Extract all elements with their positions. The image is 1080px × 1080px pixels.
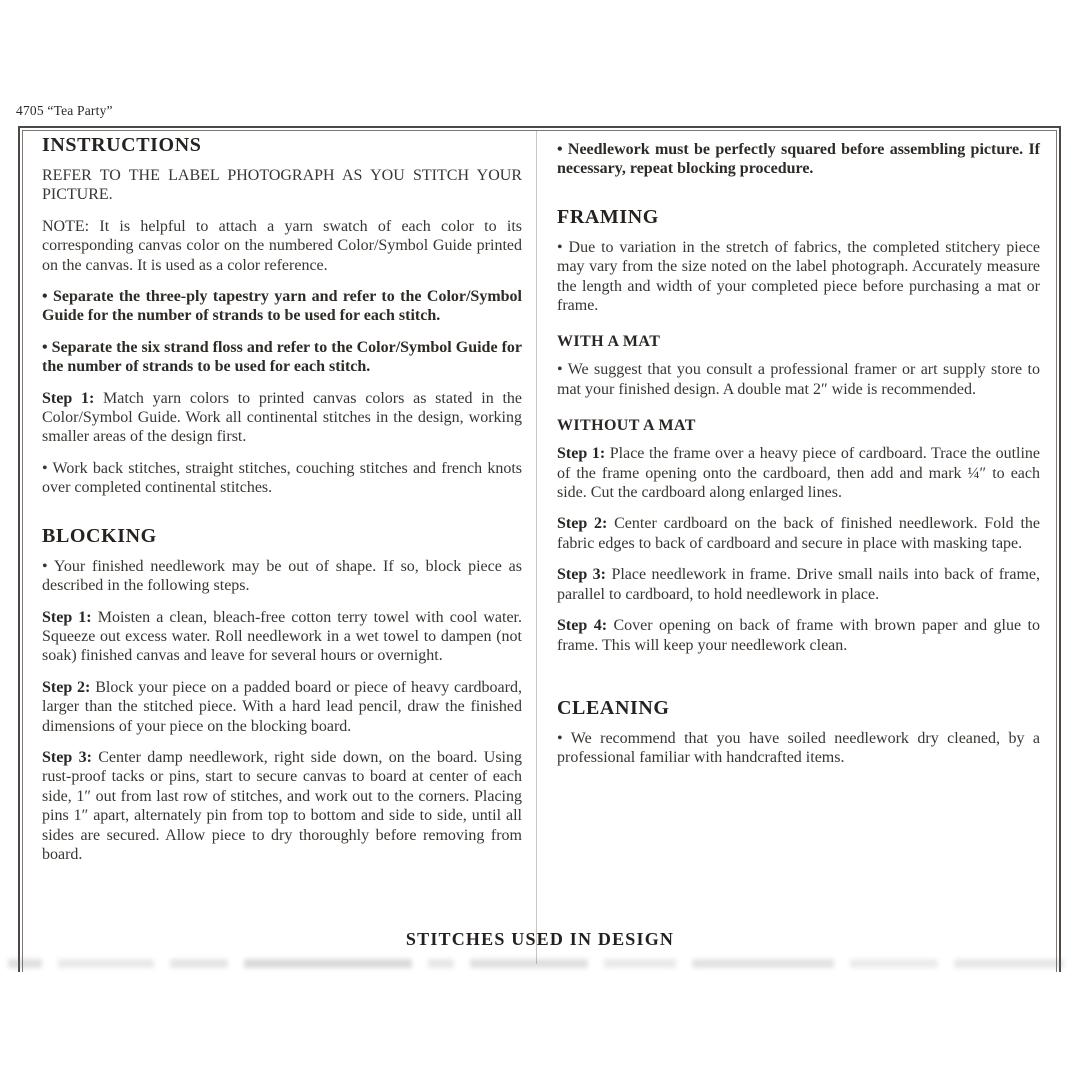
- bullet-paragraph: • Separate the six strand floss and refer to the Color/Symbol Guide for the number of strands to be used for each stitch.: [42, 338, 522, 376]
- bullet-paragraph: • Your finished needlework may be out of shape. If so, block piece as described in the following steps.: [42, 557, 522, 595]
- refer-statement: REFER TO THE LABEL PHOTOGRAPH AS YOU STITCH YOUR PICTURE.: [42, 167, 522, 204]
- step-label: Step 4:: [557, 617, 608, 635]
- kit-number-title: 4705 “Tea Party”: [16, 103, 113, 118]
- right-column: [557, 140, 1040, 780]
- bullet-paragraph: • Needlework must be perfectly squared before assembling picture. If necessary, repeat blocking procedure.: [557, 141, 1040, 178]
- footer-heading: STITCHES USED IN DESIGN: [405, 929, 675, 949]
- section-heading-cleaning: CLEANING: [557, 696, 670, 719]
- scan-smudge: [170, 959, 228, 968]
- step-paragraph: [557, 444, 1040, 502]
- scan-smudge: [58, 959, 154, 968]
- bullet-paragraph: • Due to variation in the stretch of fabrics, the completed stitchery piece may vary from the size noted on the label photograph. Accurately measure the length and width of your completed piece before purchasing a mat or frame.: [557, 238, 1040, 315]
- step-label: Step 3:: [557, 566, 607, 584]
- step-text: Match yarn colors to printed canvas colors as stated in the Color/Symbol Guide. Work all continental stitches in the design, working smaller areas of the design first.: [42, 389, 522, 446]
- step-paragraph: [42, 678, 522, 736]
- step-paragraph: [42, 748, 522, 864]
- step-paragraph: [42, 389, 522, 447]
- scan-smudge: [954, 959, 1064, 968]
- column-divider: [536, 131, 537, 964]
- scan-smudge: [428, 959, 454, 968]
- section-heading-instructions: INSTRUCTIONS: [42, 134, 202, 156]
- step-label: Step 2:: [557, 515, 608, 533]
- scan-smudge: [692, 959, 834, 968]
- step-text: Place the frame over a heavy piece of cardboard. Trace the outline of the frame opening onto the cardboard, then add and mark ¼″ to each side. Cut the cardboard along enlarged lines.: [557, 445, 1041, 502]
- bullet-paragraph: • Work back stitches, straight stitches, couching stitches and french knots over completed continental stitches.: [42, 459, 522, 497]
- bullet-paragraph: • We suggest that you consult a professional framer or art supply store to mat your finished design. A double mat 2″ wide is recommended.: [557, 361, 1040, 398]
- step-label: Step 1:: [557, 445, 606, 463]
- step-text: Center cardboard on the back of finished needlework. Fold the fabric edges to back of cardboard and secure in place with masking tape.: [557, 515, 1040, 552]
- note-paragraph: NOTE: It is helpful to attach a yarn swatch of each color to its corresponding canvas color on the numbered Color/Symbol Guide printed on the canvas. It is used as a color reference.: [42, 217, 522, 274]
- step-paragraph: [557, 565, 1040, 604]
- scan-smudge: [470, 959, 588, 968]
- step-label: Step 1:: [42, 389, 95, 407]
- step-label: Step 2:: [42, 678, 91, 696]
- step-text: Cover opening on back of frame with brown paper and glue to frame. This will keep your needlework clean.: [557, 617, 1041, 654]
- step-text: Block your piece on a padded board or piece of heavy cardboard, larger than the stitched piece. With a hard lead pencil, draw the finished dimensions of your piece on the blocking board.: [42, 678, 522, 735]
- left-column: [42, 134, 522, 876]
- scan-artifact-strip: [8, 954, 1058, 972]
- step-text: Center damp needlework, right side down, on the board. Using rust-proof tacks or pins, start to secure canvas to board at center of each side, 1″ out from last row of stitches, and work out to the corners. Placing pins 1″ apart, alternately pin from top to bottom and side to side, until all sides are secured. Allow piece to dry thoroughly before removing from board.: [42, 748, 522, 863]
- scan-smudge: [604, 959, 676, 968]
- scan-smudge: [244, 959, 412, 968]
- section-heading-framing: FRAMING: [557, 205, 659, 228]
- scan-smudge: [8, 959, 42, 968]
- step-label: Step 3:: [42, 748, 92, 766]
- bullet-paragraph: • We recommend that you have soiled needlework dry cleaned, by a professional familiar with handcrafted items.: [557, 729, 1040, 767]
- step-label: Step 1:: [42, 608, 92, 626]
- step-paragraph: [42, 608, 522, 666]
- step-paragraph: [557, 514, 1040, 553]
- bullet-paragraph: • Separate the three-ply tapestry yarn and refer to the Color/Symbol Guide for the number of strands to be used for each stitch.: [42, 288, 522, 325]
- section-heading-blocking: BLOCKING: [42, 524, 157, 547]
- scan-smudge: [850, 959, 938, 968]
- step-text: Moisten a clean, bleach-free cotton terry towel with cool water. Squeeze out excess water. Roll needlework in a wet towel to dampen (not soak) finished canvas and leave for several hours or overnight.: [42, 608, 522, 665]
- step-text: Place needlework in frame. Drive small nails into back of frame, parallel to cardboard, to hold needlework in place.: [557, 566, 1040, 603]
- subheading-with-a-mat: WITH A MAT: [557, 333, 661, 351]
- step-paragraph: [557, 616, 1040, 655]
- subheading-without-a-mat: WITHOUT A MAT: [557, 417, 696, 435]
